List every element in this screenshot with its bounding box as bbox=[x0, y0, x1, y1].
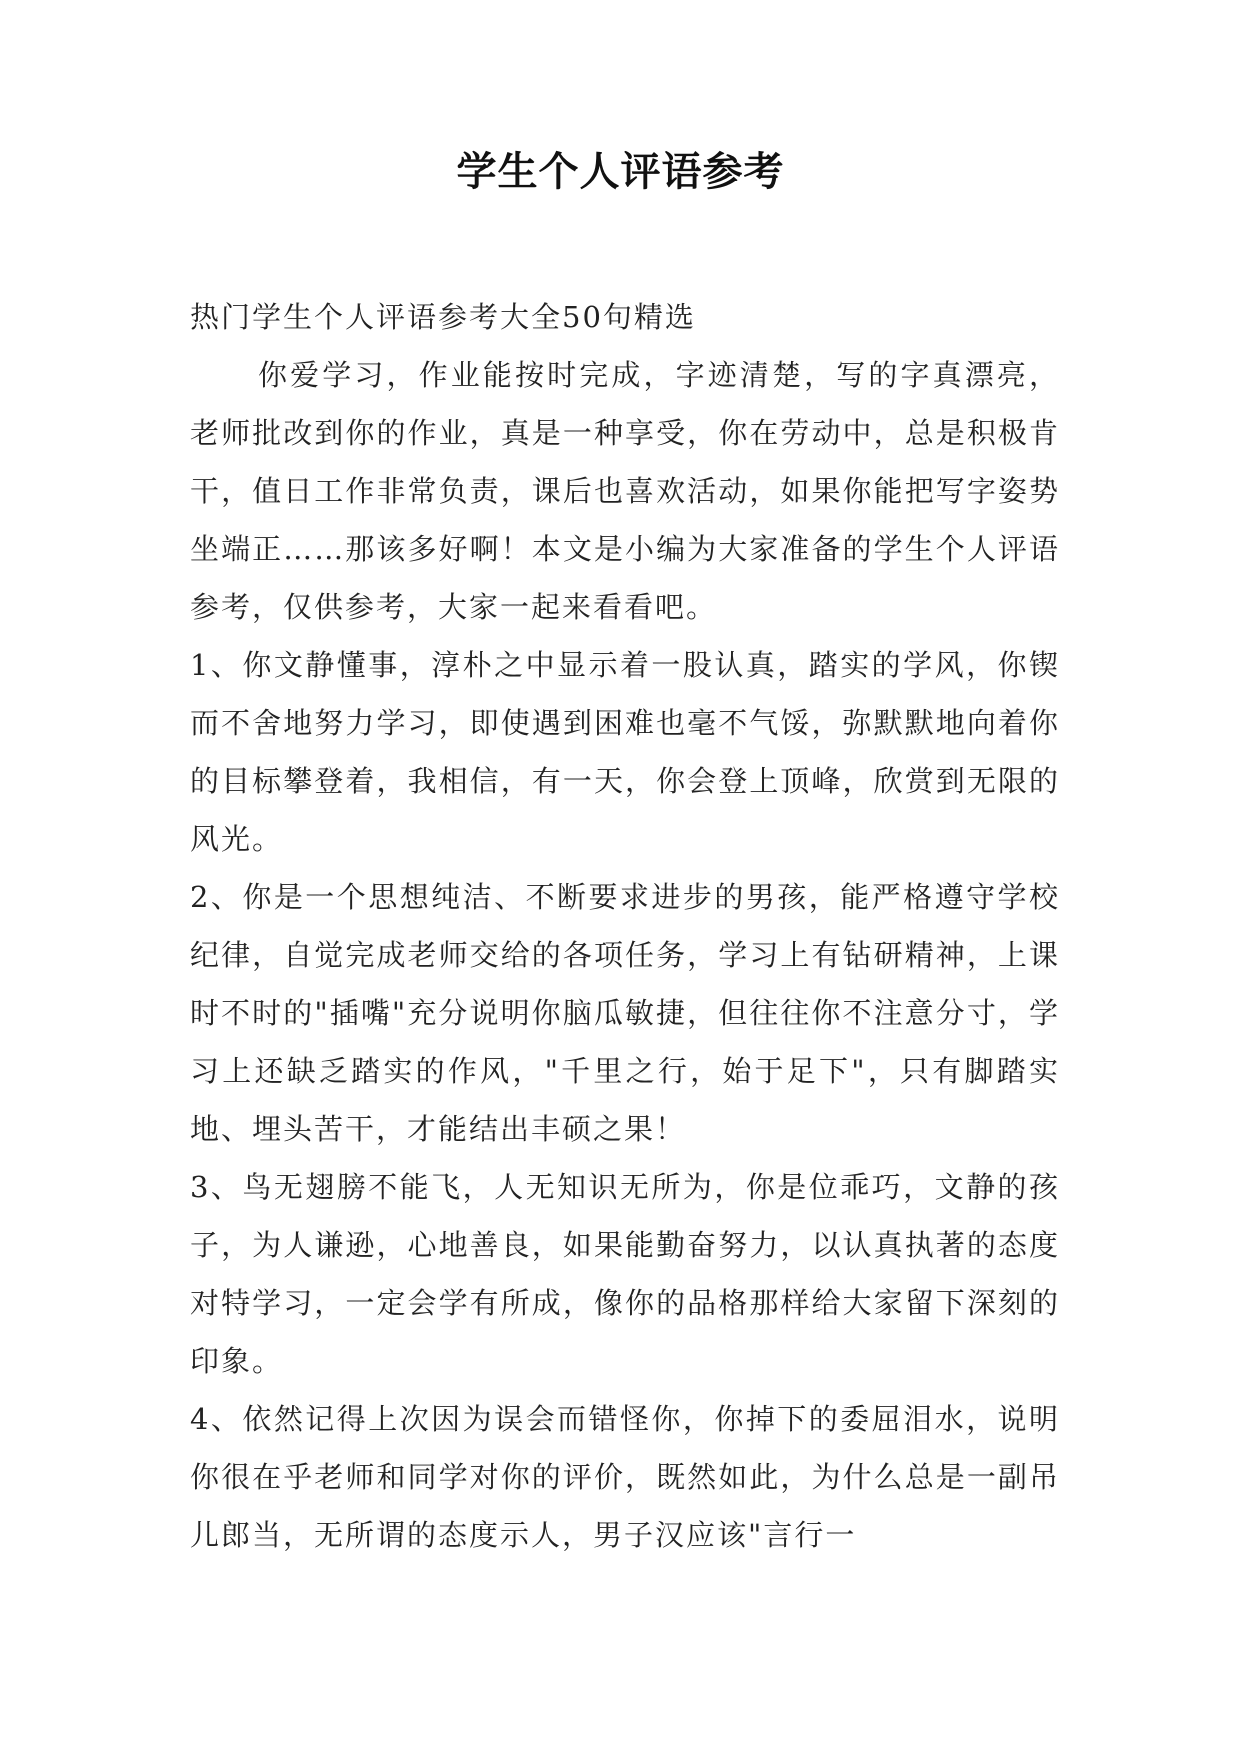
page-title: 学生个人评语参考 bbox=[456, 148, 785, 195]
intro-paragraph: 你爱学习，作业能按时完成，字迹清楚，写的字真漂亮，老师批改到你的作业，真是一种享受，你在劳动中，总是积极肯干，值日工作非常负责，课后也喜欢活动，如果你能把写字姿势坐端正……那该多好啊！本文是小编为大家准备的学生个人评语参考，仅供参考，大家一起来看看吧。 bbox=[190, 358, 1060, 624]
comment-item-1: 1、你文静懂事，淳朴之中显示着一股认真，踏实的学风，你锲而不舍地努力学习，即使遇到困难也毫不气馁，弥默默地向着你的目标攀登着，我相信，有一天，你会登上顶峰，欣赏到无限的风光。 bbox=[190, 648, 1060, 856]
comment-item-2: 2、你是一个思想纯洁、不断要求进步的男孩，能严格遵守学校纪律，自觉完成老师交给的各项任务，学习上有钻研精神，上课时不时的"插嘴"充分说明你脑瓜敏捷，但往往你不注意分寸，学习上还缺乏踏实的作风，"千里之行，始于足下"，只有脚踏实地、埋头苦干，才能结出丰硕之果！ bbox=[190, 880, 1060, 1146]
comment-item-3: 3、鸟无翅膀不能飞，人无知识无所为，你是位乖巧，文静的孩子，为人谦逊，心地善良，如果能勤奋努力，以认真执著的态度对特学习，一定会学有所成，像你的品格那样给大家留下深刻的印象。 bbox=[190, 1170, 1060, 1378]
subtitle: 热门学生个人评语参考大全50句精选 bbox=[190, 300, 696, 334]
comment-item-4: 4、依然记得上次因为误会而错怪你，你掉下的委屈泪水，说明你很在乎老师和同学对你的评价，既然如此，为什么总是一副吊儿郎当，无所谓的态度示人，男子汉应该"言行一 bbox=[190, 1402, 1060, 1552]
document-body bbox=[190, 288, 1060, 1564]
